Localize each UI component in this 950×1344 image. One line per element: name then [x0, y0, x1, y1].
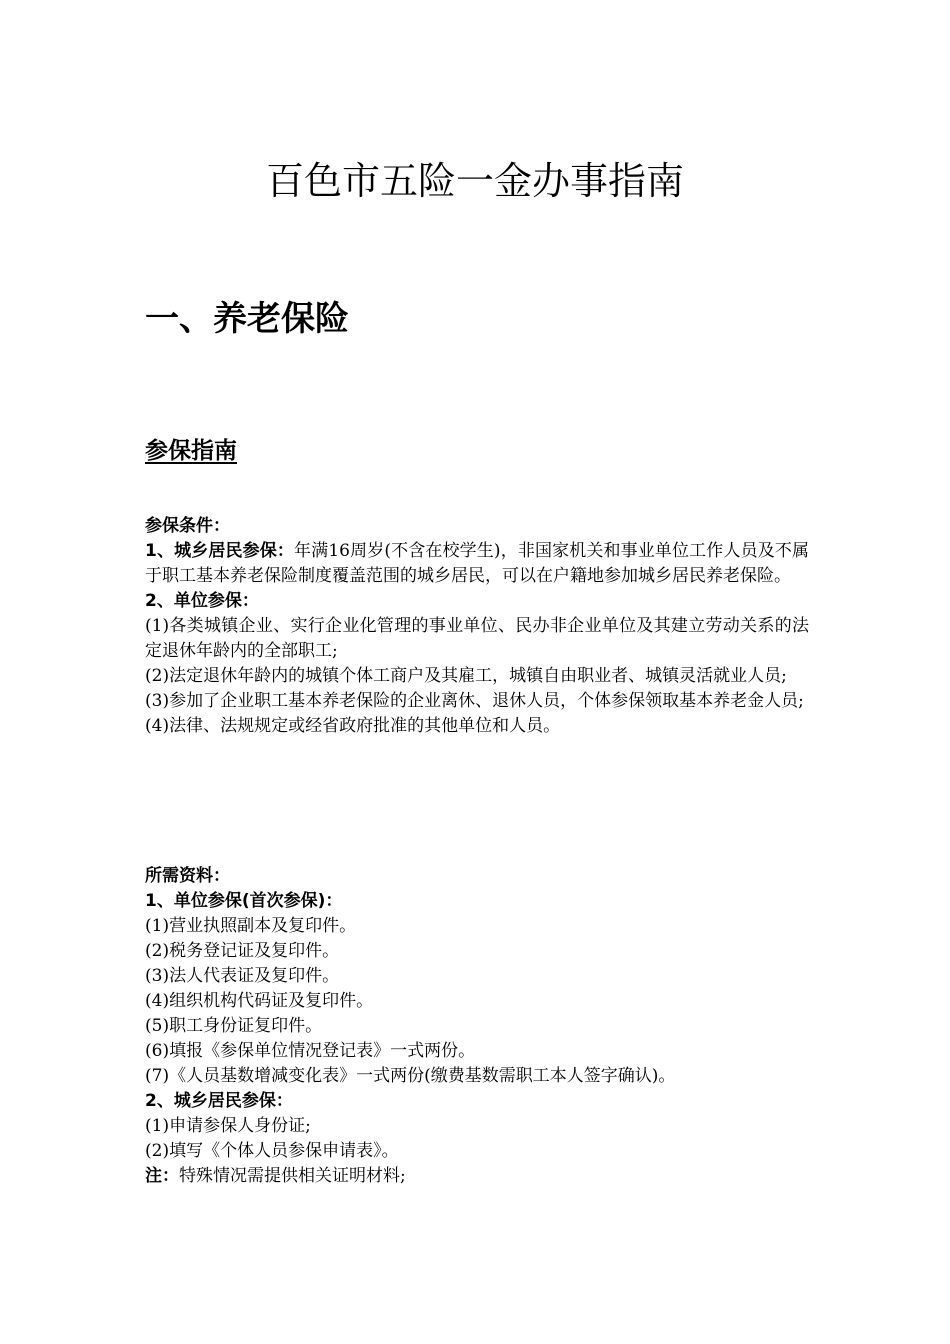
resident-condition: [145, 539, 809, 589]
list-item: (4)组织机构代码证及复印件。: [145, 991, 374, 1011]
list-item: (1)各类城镇企业、实行企业化管理的事业单位、民办非企业单位及其建立劳动关系的法定退休年龄内的全部职工;: [145, 616, 809, 661]
list-item: (1)营业执照副本及复印件。: [145, 916, 357, 936]
resident-condition-text: 年满16周岁(不含在校学生)，非国家机关和事业单位工作人员及不属于职工基本养老保险制度覆盖范围的城乡居民，可以在户籍地参加城乡居民养老保险。: [145, 541, 809, 586]
list-item: (7)《人员基数增减变化表》一式两份(缴费基数需职工本人签字确认)。: [145, 1066, 676, 1086]
resident-materials-label: 2、城乡居民参保：: [145, 1091, 293, 1111]
list-item: (6)填报《参保单位情况登记表》一式两份。: [145, 1041, 476, 1061]
note-label: 注：: [145, 1166, 179, 1186]
materials-block: [145, 864, 809, 1189]
conditions-block: [145, 514, 809, 739]
list-item: (2)税务登记证及复印件。: [145, 941, 340, 961]
conditions-label: 参保条件：: [145, 516, 230, 536]
list-item: (2)法定退休年龄内的城镇个体工商户及其雇工，城镇自由职业者、城镇灵活就业人员;: [145, 666, 787, 686]
section-heading: 一、养老保险: [145, 299, 349, 339]
document-title: 百色市五险一金办事指南: [265, 159, 684, 203]
note-text: 特殊情况需提供相关证明材料;: [179, 1166, 406, 1186]
materials-label: 所需资料：: [145, 866, 230, 886]
unit-condition-label: 2、单位参保：: [145, 591, 259, 611]
list-item: (3)参加了企业职工基本养老保险的企业离休、退休人员，个体参保领取基本养老金人员;: [145, 691, 804, 711]
note: [145, 1164, 809, 1189]
sub-heading: 参保指南: [145, 438, 237, 464]
list-item: (2)填写《个体人员参保申请表》。: [145, 1141, 399, 1161]
list-item: (1)申请参保人身份证;: [145, 1116, 311, 1136]
resident-condition-label: 1、城乡居民参保：: [145, 541, 295, 561]
list-item: (4)法律、法规规定或经省政府批准的其他单位和人员。: [145, 716, 561, 736]
list-item: (3)法人代表证及复印件。: [145, 966, 340, 986]
list-item: (5)职工身份证复印件。: [145, 1016, 323, 1036]
unit-materials-label: 1、单位参保(首次参保)：: [145, 891, 343, 911]
